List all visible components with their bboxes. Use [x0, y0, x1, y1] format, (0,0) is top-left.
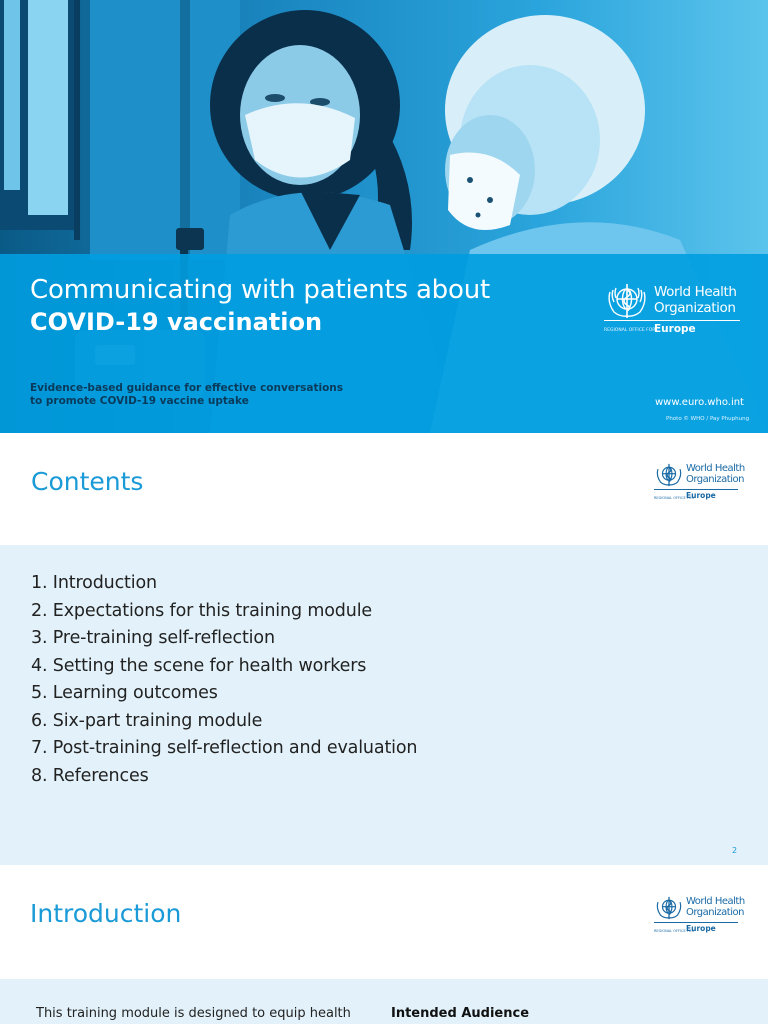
who-emblem-icon [604, 282, 650, 320]
who-logo-region: Europe [686, 491, 716, 500]
cover-subtitle [30, 382, 344, 408]
contents-item[interactable]: 6. Six-part training module [31, 710, 263, 731]
logo-divider [654, 922, 738, 923]
who-logo-regional: REGIONAL OFFICE FOR [654, 496, 694, 500]
photo-credit: Photo © WHO / Pay Phuphung [666, 416, 750, 422]
contents-item[interactable]: 5. Learning outcomes [31, 683, 218, 703]
contents-item[interactable]: 3. Pre-training self-reflection [31, 628, 275, 648]
introduction-title: Introduction [30, 899, 182, 928]
contents-list [31, 570, 417, 790]
who-logo-regional: REGIONAL OFFICE FOR [604, 328, 656, 333]
who-emblem-icon [654, 462, 684, 488]
intended-audience-heading: Intended Audience [391, 1006, 530, 1021]
who-emblem-icon [654, 895, 684, 921]
cover-title-line2: COVID-19 vaccination [30, 308, 323, 336]
page-number: 2 [732, 846, 738, 855]
cover-slide [0, 0, 768, 433]
who-europe-logo-small [654, 895, 744, 935]
who-logo-regional: REGIONAL OFFICE FOR [654, 929, 694, 933]
introduction-body-text: This training module is designed to equip health [36, 1006, 351, 1021]
contents-title: Contents [31, 467, 144, 496]
who-logo-region: Europe [686, 924, 716, 933]
contents-item[interactable]: 2. Expectations for this training module [31, 600, 373, 621]
contents-item[interactable]: 4. Setting the scene for health workers [31, 655, 367, 676]
who-europe-logo [604, 282, 754, 340]
who-logo-line1: World Health [654, 284, 737, 300]
cover-subtitle-line2: to promote COVID-19 vaccine uptake [30, 395, 249, 407]
cover-subtitle-line1: Evidence-based guidance for effective conversations [30, 382, 344, 394]
logo-divider [654, 489, 738, 490]
website-link[interactable]: www.euro.who.int [655, 397, 744, 408]
who-europe-logo-small [654, 462, 744, 502]
who-logo-line1: World Health [686, 463, 745, 474]
who-logo-line1: World Health [686, 896, 745, 907]
contents-item[interactable]: 1. Introduction [31, 573, 157, 593]
cover-title-line1: Communicating with patients about [30, 275, 490, 305]
who-logo-region: Europe [654, 323, 696, 335]
who-logo-line2: Organization [686, 907, 744, 918]
contents-item[interactable]: 8. References [31, 765, 149, 786]
logo-divider [604, 320, 740, 321]
who-logo-line2: Organization [654, 300, 736, 316]
contents-item[interactable]: 7. Post-training self-reflection and evaluation [31, 738, 418, 758]
who-logo-line2: Organization [686, 474, 744, 485]
